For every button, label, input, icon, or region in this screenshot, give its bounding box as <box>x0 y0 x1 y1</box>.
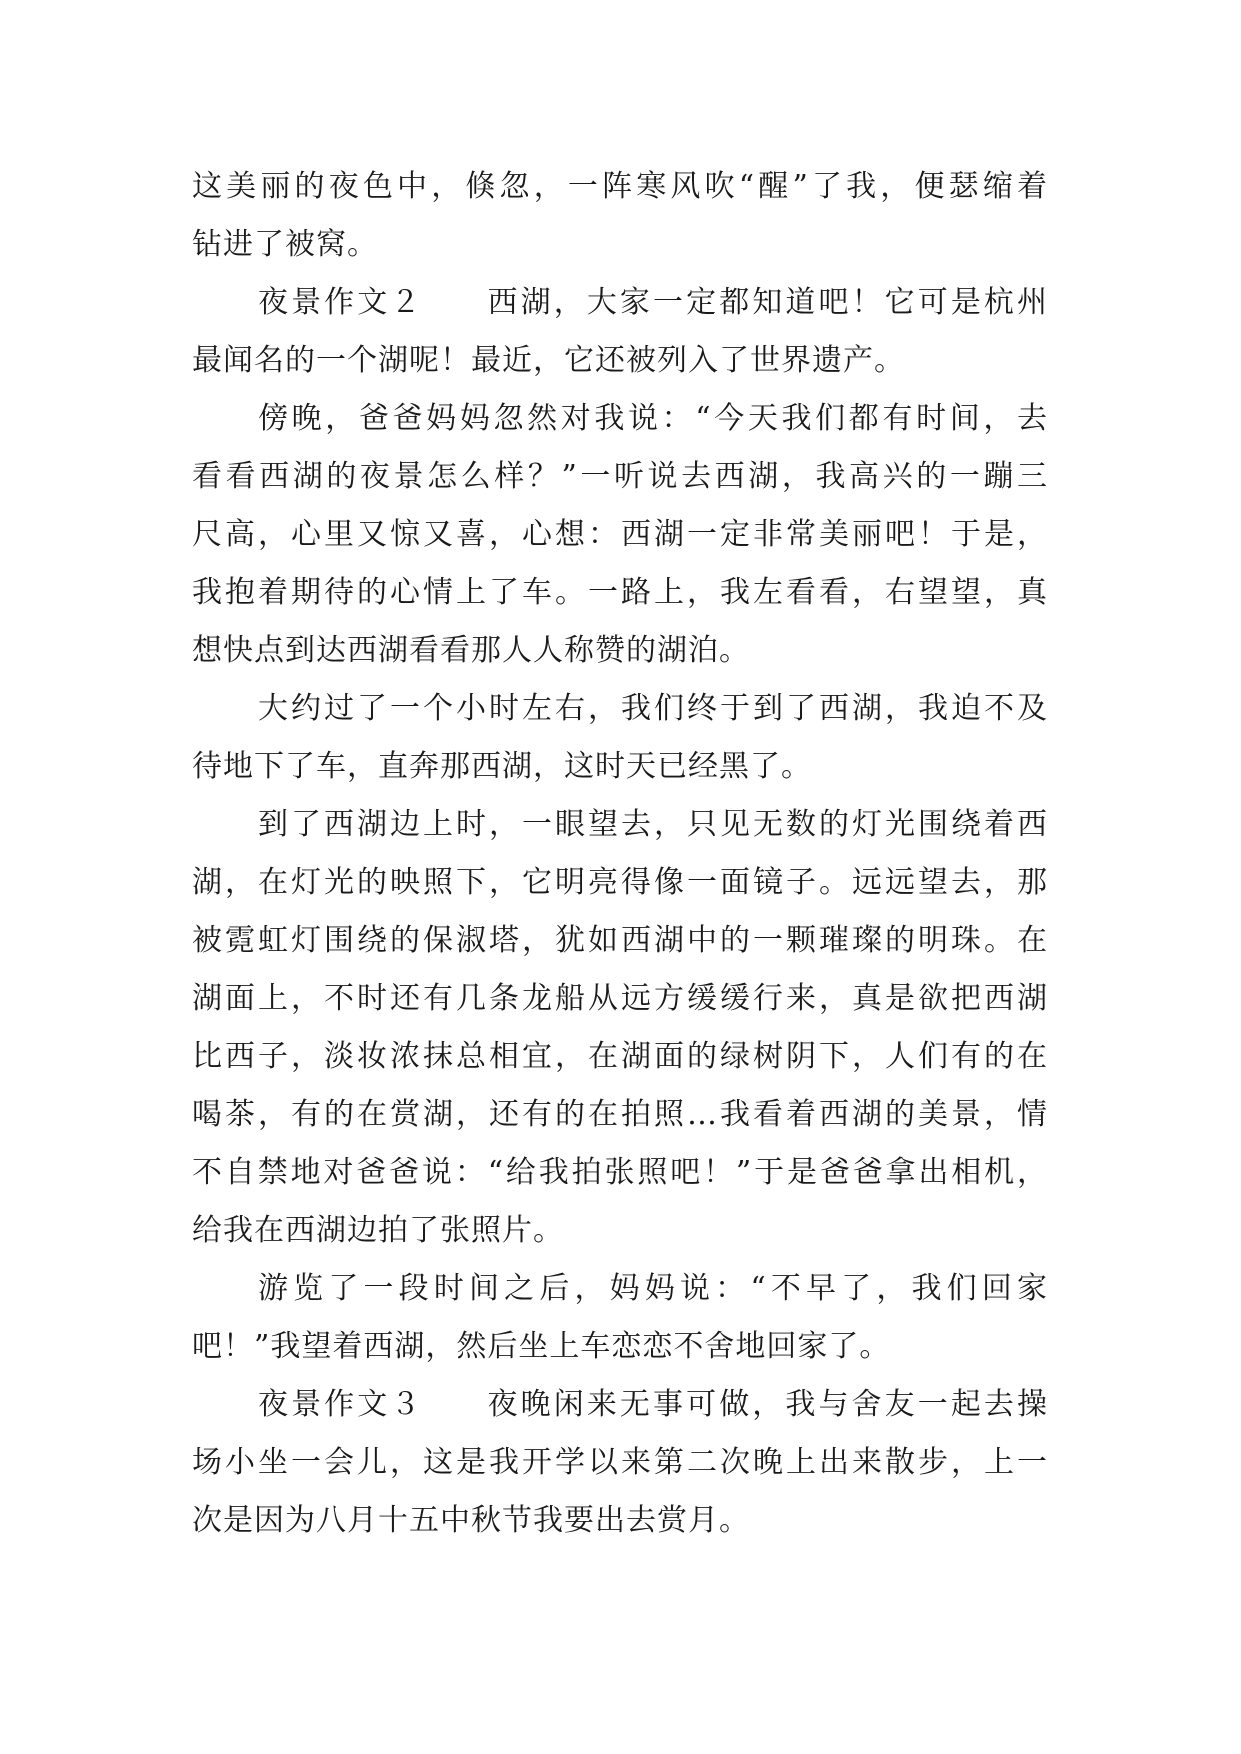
paragraph <box>192 1260 1048 1376</box>
text-line: 次是因为八月十五中秋节我要出去赏月。 <box>192 1503 750 1538</box>
text-line: 吧！”我望着西湖，然后坐上车恋恋不舍地回家了。 <box>192 1329 891 1364</box>
text-line: 我抱着期待的心情上了车。一路上，我左看看，右望望，真 <box>192 575 1048 610</box>
paragraph <box>192 796 1048 1260</box>
text-line: 不自禁地对爸爸说：“给我拍张照吧！”于是爸爸拿出相机， <box>192 1155 1048 1190</box>
text-line: 场小坐一会儿，这是我开学以来第二次晚上出来散步，上一 <box>192 1445 1048 1480</box>
text-line: 钻进了被窝。 <box>192 227 378 262</box>
text-line: 到了西湖边上时，一眼望去，只见无数的灯光围绕着西 <box>258 807 1048 842</box>
paragraph <box>192 158 1048 274</box>
paragraph <box>192 274 1048 390</box>
text-line: 这美丽的夜色中，倏忽，一阵寒风吹“醒”了我，便瑟缩着 <box>192 169 1048 204</box>
paragraph <box>192 680 1048 796</box>
text-line: 大约过了一个小时左右，我们终于到了西湖，我迫不及 <box>258 691 1048 726</box>
text-line: 想快点到达西湖看看那人人称赞的湖泊。 <box>192 633 750 668</box>
text-line: 比西子，淡妆浓抹总相宜，在湖面的绿树阴下，人们有的在 <box>192 1039 1048 1074</box>
text-line: 待地下了车，直奔那西湖，这时天已经黑了。 <box>192 749 812 784</box>
text-line <box>192 274 1048 332</box>
text-line: 被霓虹灯围绕的保淑塔，犹如西湖中的一颗璀璨的明珠。在 <box>192 923 1048 958</box>
text-segment: 夜晚闲来无事可做，我与舍友一起去操 <box>485 1387 1049 1422</box>
text-line: 看看西湖的夜景怎么样？”一听说去西湖，我高兴的一蹦三 <box>192 459 1048 494</box>
paragraph <box>192 390 1048 680</box>
text-line: 给我在西湖边拍了张照片。 <box>192 1213 564 1248</box>
text-line: 游览了一段时间之后，妈妈说：“不早了，我们回家 <box>258 1271 1048 1306</box>
section-heading: 夜景作文３ <box>258 1387 424 1422</box>
section-heading: 夜景作文２ <box>258 285 424 320</box>
text-line: 尺高，心里又惊又喜，心想：西湖一定非常美丽吧！于是， <box>192 517 1048 552</box>
text-line: 湖面上，不时还有几条龙船从远方缓缓行来，真是欲把西湖 <box>192 981 1048 1016</box>
text-segment: 西湖，大家一定都知道吧！它可是杭州 <box>485 285 1049 320</box>
text-line: 傍晚，爸爸妈妈忽然对我说：“今天我们都有时间，去 <box>258 401 1048 436</box>
paragraph <box>192 1376 1048 1550</box>
text-line <box>192 1376 1048 1434</box>
document-page <box>192 158 1048 1550</box>
text-line: 喝茶，有的在赏湖，还有的在拍照…我看着西湖的美景，情 <box>192 1097 1048 1132</box>
text-line: 湖，在灯光的映照下，它明亮得像一面镜子。远远望去，那 <box>192 865 1048 900</box>
text-line: 最闻名的一个湖呢！最近，它还被列入了世界遗产。 <box>192 343 905 378</box>
